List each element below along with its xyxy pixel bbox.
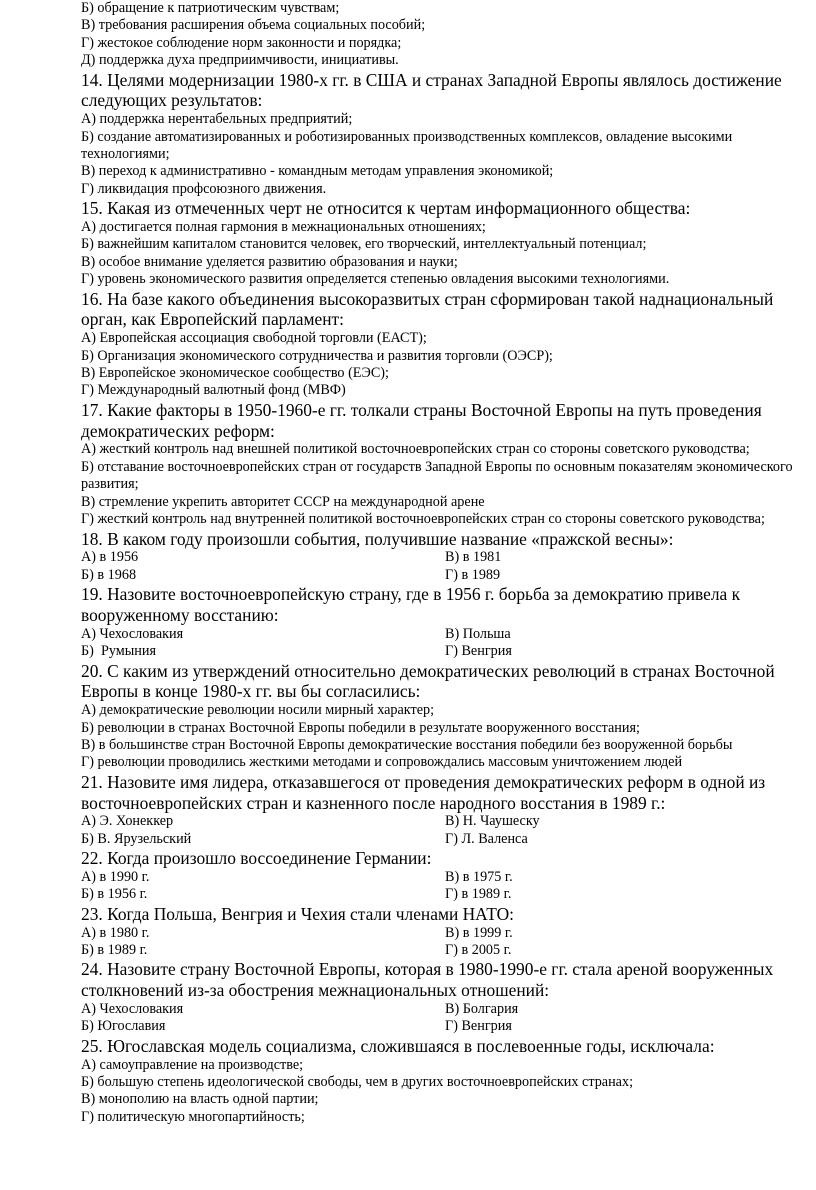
answer-row [81,1001,808,1018]
question-16: 16. На базе какого объединения высокоразвитых стран сформирован такой наднациональный орган, как Европейский парламент: [81,288,774,330]
answer-row [81,831,808,848]
answer-option: Д) поддержка духа предприимчивости, инициативы. [81,52,399,69]
answer-option: Б) революции в странах Восточной Европы победили в результате вооруженного восстания; [81,719,640,736]
question-25: 25. Югославская модель социализма, сложившаяся в послевоенные годы, исключала: [81,1035,715,1056]
question-22: 22. Когда произошло воссоединение Германии: [81,848,432,869]
answer-option: Б) В. Ярузельский [81,830,192,847]
answer-option: Б) Югославия [81,1018,166,1035]
answer-option: В) Н. Чаушеску [445,813,540,830]
answer-option: А) самоуправление на производстве; [81,1056,304,1073]
answer-option: Г) политическую многопартийность; [81,1108,305,1125]
answer-row [81,813,808,830]
answer-option: А) Европейская ассоциация свободной торговли (ЕАСТ); [81,330,427,347]
answer-row [81,567,808,584]
answer-option: В) Польша [445,625,511,642]
answer-option: В) монополию на власть одной партии; [81,1091,319,1108]
answer-option: В) в 1999 г. [445,924,513,941]
answer-row [81,549,808,566]
answer-option: А) в 1980 г. [81,924,150,941]
answer-option: А) в 1956 [81,549,139,566]
answer-option: Г) Венгрия [445,1018,512,1035]
answer-option: Г) ликвидация профсоюзного движения. [81,180,327,197]
answer-option: А) Чехословакия [81,625,184,642]
answer-option: А) Чехословакия [81,1000,184,1017]
question-18: 18. В каком году произошли события, получившие название «пражской весны»: [81,528,674,549]
answer-option: А) демократические революции носили мирный характер; [81,702,435,719]
answer-option: В) переход к административно - командным методам управления экономикой; [81,163,554,180]
answer-option: А) поддержка нерентабельных предприятий; [81,111,353,128]
answer-option: Г) революции проводились жесткими методами и сопровождались массовым уничтожением людей [81,754,683,771]
answer-option: Б) обращение к патриотическим чувствам; [81,0,340,16]
answer-option: А) достигается полная гармония в межнациональных отношениях; [81,219,486,236]
answer-row [81,886,808,903]
answer-option: Г) в 2005 г. [445,941,512,958]
answer-option: В) в 1981 [445,549,502,566]
answer-row [81,942,808,959]
answer-option: В) особое внимание уделяется развитию образования и науки; [81,253,458,270]
answer-option: Г) уровень экономического развития определяется степенью овладения высокими технологиями. [81,271,670,288]
answer-option: Б) большую степень идеологической свободы, чем в других восточноевропейских странах; [81,1073,634,1090]
answer-option: Г) в 1989 г. [445,886,512,903]
answer-option: Г) в 1989 [445,566,501,583]
answer-option: Б) отставание восточноевропейских стран от государств Западной Европы по основным показателям экономического развития; [81,458,793,493]
question-23: 23. Когда Польша, Венгрия и Чехия стали членами НАТО: [81,903,514,924]
answer-option: А) Э. Хонеккер [81,813,174,830]
answer-option: А) жесткий контроль над внешней политикой восточноевропейских стран со стороны советского руководства; [81,441,750,458]
answer-option: Г) жестокое соблюдение норм законности и порядка; [81,34,402,51]
question-17: 17. Какие факторы в 1950-1960-е гг. толкали страны Восточной Европы на путь проведения демократических реформ: [81,399,762,441]
answer-row [81,925,808,942]
answer-option: Г) жесткий контроль над внутренней политикой восточноевропейских стран со стороны советского руководства; [81,511,765,528]
question-20: 20. С каким из утверждений относительно демократических революций в странах Восточной Европы в конце 1980-х гг. вы бы согласились: [81,660,775,702]
answer-option: Б) в 1989 г. [81,941,148,958]
answer-option: В) в большинстве стран Восточной Европы демократические восстания победили без вооруженной борьбы [81,736,733,753]
answer-option: Г) Международный валютный фонд (МВФ) [81,382,346,399]
answer-option: А) в 1990 г. [81,868,150,885]
question-21: 21. Назовите имя лидера, отказавшегося от проведения демократических реформ в одной из восточноевропейских стран и казненного после народного восстания в 1989 г.: [81,771,766,813]
answer-option: Б) важнейшим капиталом становится человек, его творческий, интеллектуальный потенциал; [81,236,647,253]
question-14: 14. Целями модернизации 1980-х гг. в США и странах Западной Европы являлось достижение следующих результатов: [81,69,782,111]
answer-option: В) в 1975 г. [445,868,513,885]
question-19: 19. Назовите восточноевропейскую страну, где в 1956 г. борьба за демократию привела к вооруженному восстанию: [81,584,741,625]
answer-option: Б) Румыния [81,643,156,660]
answer-option: Б) Организация экономического сотрудничества и развития торговли (ОЭСР); [81,347,553,364]
question-15: 15. Какая из отмеченных черт не относится к чертам информационного общества: [81,198,691,219]
answer-option: Б) в 1956 г. [81,886,148,903]
question-24: 24. Назовите страну Восточной Европы, которая в 1980-1990-е гг. стала ареной вооруженных столкновений из-за обострения межнациональных отношений: [81,959,774,1001]
answer-row [81,643,808,660]
answer-option: Б) в 1968 [81,566,137,583]
answer-option: Г) Л. Валенса [445,830,528,847]
answer-option: В) Европейское экономическое сообщество (ЕЭС); [81,365,389,382]
answer-row [81,1018,808,1035]
answer-option: В) стремление укрепить авторитет СССР на международной арене [81,493,485,510]
answer-row [81,626,808,643]
answer-option: В) требования расширения объема социальных пособий; [81,17,426,34]
answer-option: Б) создание автоматизированных и роботизированных производственных комплексов, овладение высокими технологиями; [81,128,733,163]
answer-option: В) Болгария [445,1000,519,1017]
answer-option: Г) Венгрия [445,643,512,660]
answer-row [81,869,808,886]
